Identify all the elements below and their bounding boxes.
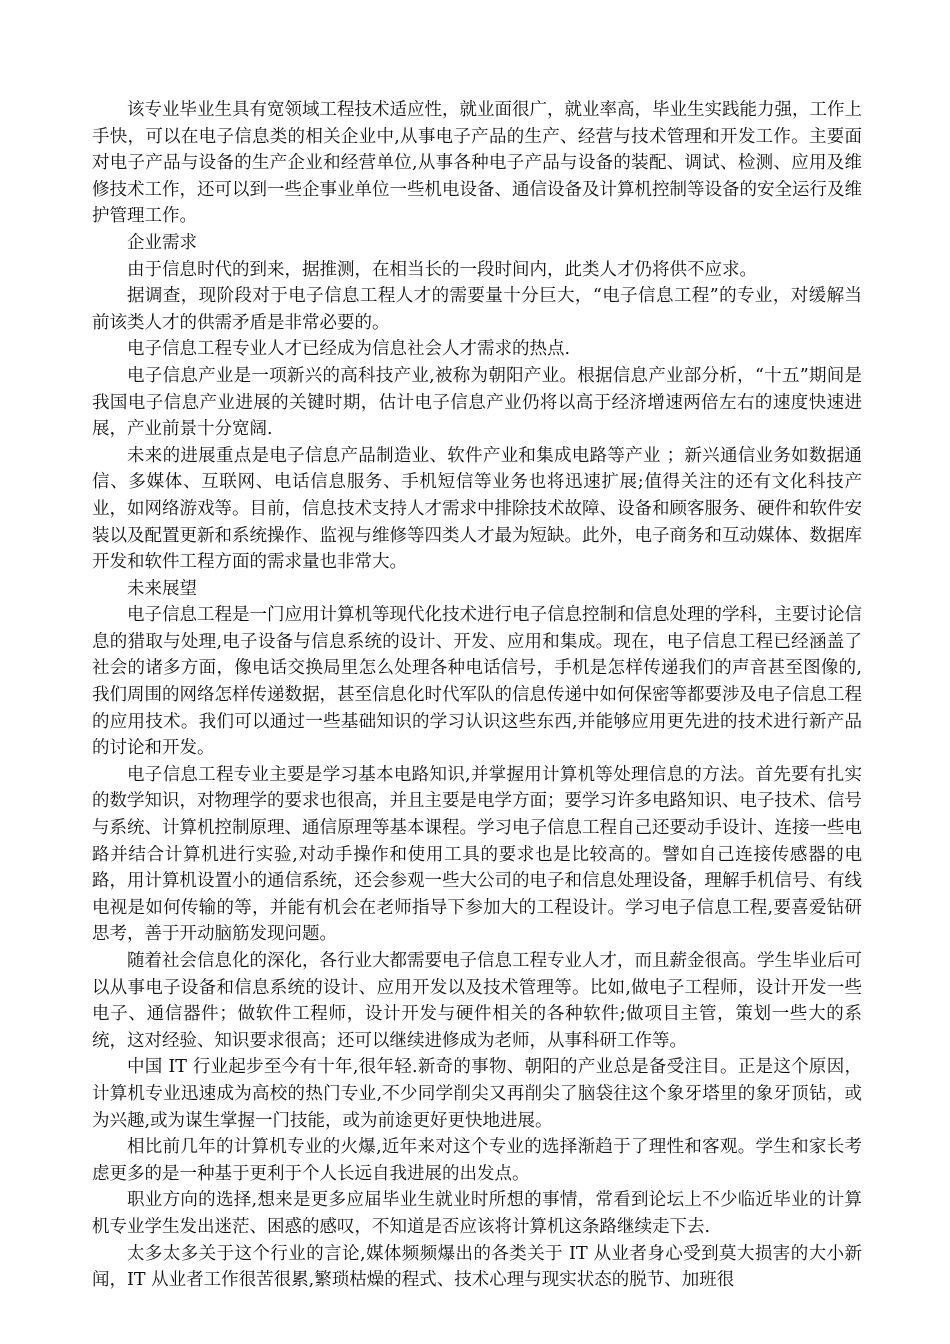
paragraph-information-age: 由于信息时代的到来，据推测，在相当长的一段时间内，此类人才仍将供不应求。 (127, 259, 757, 280)
document-body (92, 97, 862, 1294)
paragraph-survey: 据调查，现阶段对于电子信息工程人才的需要量十分巨大，“电子信息工程”的专业，对缓解当前该类人才的供需矛盾是非常必要的。 (92, 286, 862, 333)
paragraph-media-reports: 太多太多关于这个行业的言论,媒体频频爆出的各类关于 IT 从业者身心受到莫大损害的大小新闻，IT 从业者工作很苦很累,繁琐枯燥的程式、技术心理与现实状态的脱节、加班很 (92, 1243, 862, 1291)
paragraph-china-it: 中国 IT 行业起步至今有十年,很年轻.新奇的事物、朝阳的产业总是备受注目。正是这个原因，计算机专业迅速成为高校的热门专业,不少同学削尖又再削尖了脑袋往这个象牙塔里的象牙顶钻，或为兴趣,或为谋生掌握一门技能，或为前途更好更快地进展。 (92, 1057, 862, 1131)
paragraph-rational-choice: 相比前几年的计算机专业的火爆,近年来对这个专业的选择渐趋于了理性和客观。学生和家长考虑更多的是一种基于更利于个人长远自我进展的出发点。 (92, 1137, 862, 1184)
paragraph-development-focus: 未来的进展重点是电子信息产品制造业、软件产业和集成电路等产业 ；新兴通信业务如数据通信、多媒体、互联网、电话信息服务、手机短信等业务也将迅速扩展;值得关注的还有文化科技产业，如网络游戏等。目前，信息技术支持人才需求中排除技术故障、设备和顾客服务、硬件和软件安装以及配置更新和系统操作、监视与维修等四类人才最为短缺。此外，电子商务和互动媒体、数据库开发和软件工程方面的需求量也非常大。 (92, 445, 862, 573)
section-heading-enterprise-demand: 企业需求 (127, 232, 197, 253)
section-heading-future-outlook: 未来展望 (127, 578, 197, 599)
paragraph-curriculum: 电子信息工程专业主要是学习基本电路知识,并掌握用计算机等处理信息的方法。首先要有扎实的数学知识，对物理学的要求也很高，并且主要是电学方面；要学习许多电路知识、电子技术、信号与系统、计算机控制原理、通信原理等基本课程。学习电子信息工程自己还要动手设计、连接一些电路并结合计算机进行实验,对动手操作和使用工具的要求也是比较高的。譬如自己连接传感器的电路，用计算机设置小的通信系统，还会参观一些大公司的电子和信息处理设备，理解手机信号、有线电视是如何传输的等，并能有机会在老师指导下参加大的工程设计。学习电子信息工程,要喜爱钻研思考，善于开动脑筋发现问题。 (92, 764, 862, 945)
paragraph-careers: 随着社会信息化的深化，各行业大都需要电子信息工程专业人才，而且薪金很高。学生毕业后可以从事电子设备和信息系统的设计、应用开发以及技术管理等。比如,做电子工程师，设计开发一些电子、通信器件；做软件工程师，设计开发与硬件相关的各种软件;做项目主管，策划一些大的系统，这对经验、知识要求很高；还可以继续进修成为老师，从事科研工作等。 (92, 951, 862, 1051)
paragraph-career-direction: 职业方向的选择,想来是更多应届毕业生就业时所想的事情，常看到论坛上不少临近毕业的计算机专业学生发出迷茫、困惑的感叹，不知道是否应该将计算机这条路继续走下去. (92, 1190, 862, 1237)
paragraph-graduate-adaptability: 该专业毕业生具有宽领域工程技术适应性，就业面很广，就业率高，毕业生实践能力强，工作上手快，可以在电子信息类的相关企业中,从事电子产品的生产、经营与技术管理和开发工作。主要面对电子产品与设备的生产企业和经营单位,从事各种电子产品与设备的装配、调试、检测、应用及维修技术工作，还可以到一些企事业单位一些机电设备、通信设备及计算机控制等设备的安全运行及维护管理工作。 (92, 100, 862, 227)
paragraph-discipline-definition: 电子信息工程是一门应用计算机等现代化技术进行电子信息控制和信息处理的学科，主要讨论信息的猎取与处理,电子设备与信息系统的设计、开发、应用和集成。现在，电子信息工程已经涵盖了社会的诸多方面，像电话交换局里怎么处理各种电话信号，手机是怎样传递我们的声音甚至图像的,我们周围的网络怎样传递数据，甚至信息化时代军队的信息传递中如何保密等都要涉及电子信息工程的应用技术。我们可以通过一些基础知识的学习认识这些东西,并能够应用更先进的技术进行新产品的讨论和开发。 (92, 605, 862, 759)
paragraph-hotspot: 电子信息工程专业人才已经成为信息社会人才需求的热点. (127, 339, 571, 360)
paragraph-industry: 电子信息产业是一项新兴的高科技产业,被称为朝阳产业。根据信息产业部分析，“十五”期间是我国电子信息产业进展的关键时期，估计电子信息产业仍将以高于经济增速两倍左右的速度快速进展，产业前景十分宽阔. (92, 365, 862, 440)
